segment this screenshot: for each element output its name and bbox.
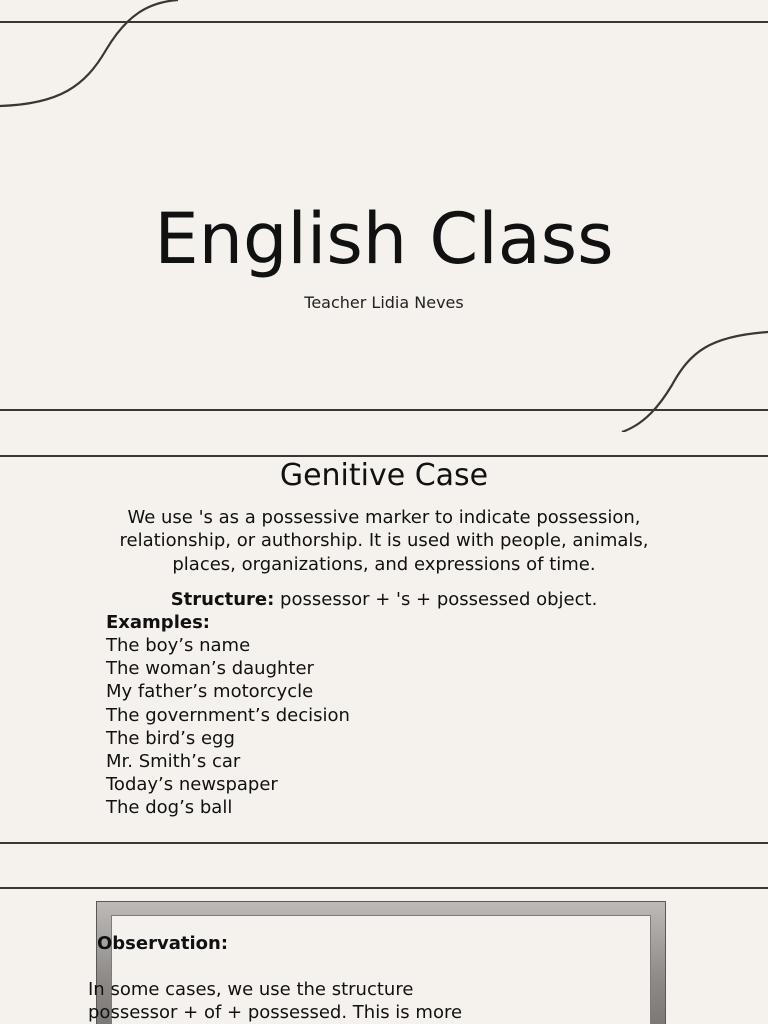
bottom-divider <box>0 842 768 844</box>
list-item: Mr. Smith’s car <box>106 751 241 773</box>
examples-label: Examples: <box>106 612 210 633</box>
slide-title: Genitive Case <box>279 458 489 493</box>
structure-line <box>0 588 768 611</box>
list-item: The woman’s daughter <box>106 658 314 680</box>
observation-text <box>88 978 462 1024</box>
list-item: The bird’s egg <box>106 727 235 749</box>
list-item: The boy’s name <box>106 635 251 656</box>
structure-label: Structure: <box>170 589 275 610</box>
presentation-subtitle: Teacher Lidia Neves <box>304 293 464 312</box>
list-item: The dog’s ball <box>106 797 233 819</box>
top-divider <box>0 887 768 889</box>
slide-cover <box>0 0 768 432</box>
top-divider <box>0 455 768 457</box>
structure-text: possessor + 's + possessed object. <box>274 589 598 610</box>
examples-list <box>106 634 350 820</box>
observation-line: possessor + of + possessed. This is more <box>88 1002 463 1023</box>
observation-line: In some cases, we use the structure <box>88 979 414 1000</box>
intro-paragraph: We use 's as a possessive marker to indicate possession, relationship, or authorship. It is used with people, animals, places, organizations, and expressions of time. <box>119 507 649 575</box>
list-item: My father’s motorcycle <box>106 681 314 703</box>
slide-observation <box>0 887 768 1024</box>
list-item: The government’s decision <box>106 704 350 726</box>
list-item: Today’s newspaper <box>106 774 278 796</box>
slide-genitive-case <box>0 432 768 887</box>
presentation-title: English Class <box>154 198 614 280</box>
observation-label: Observation: <box>97 933 229 954</box>
